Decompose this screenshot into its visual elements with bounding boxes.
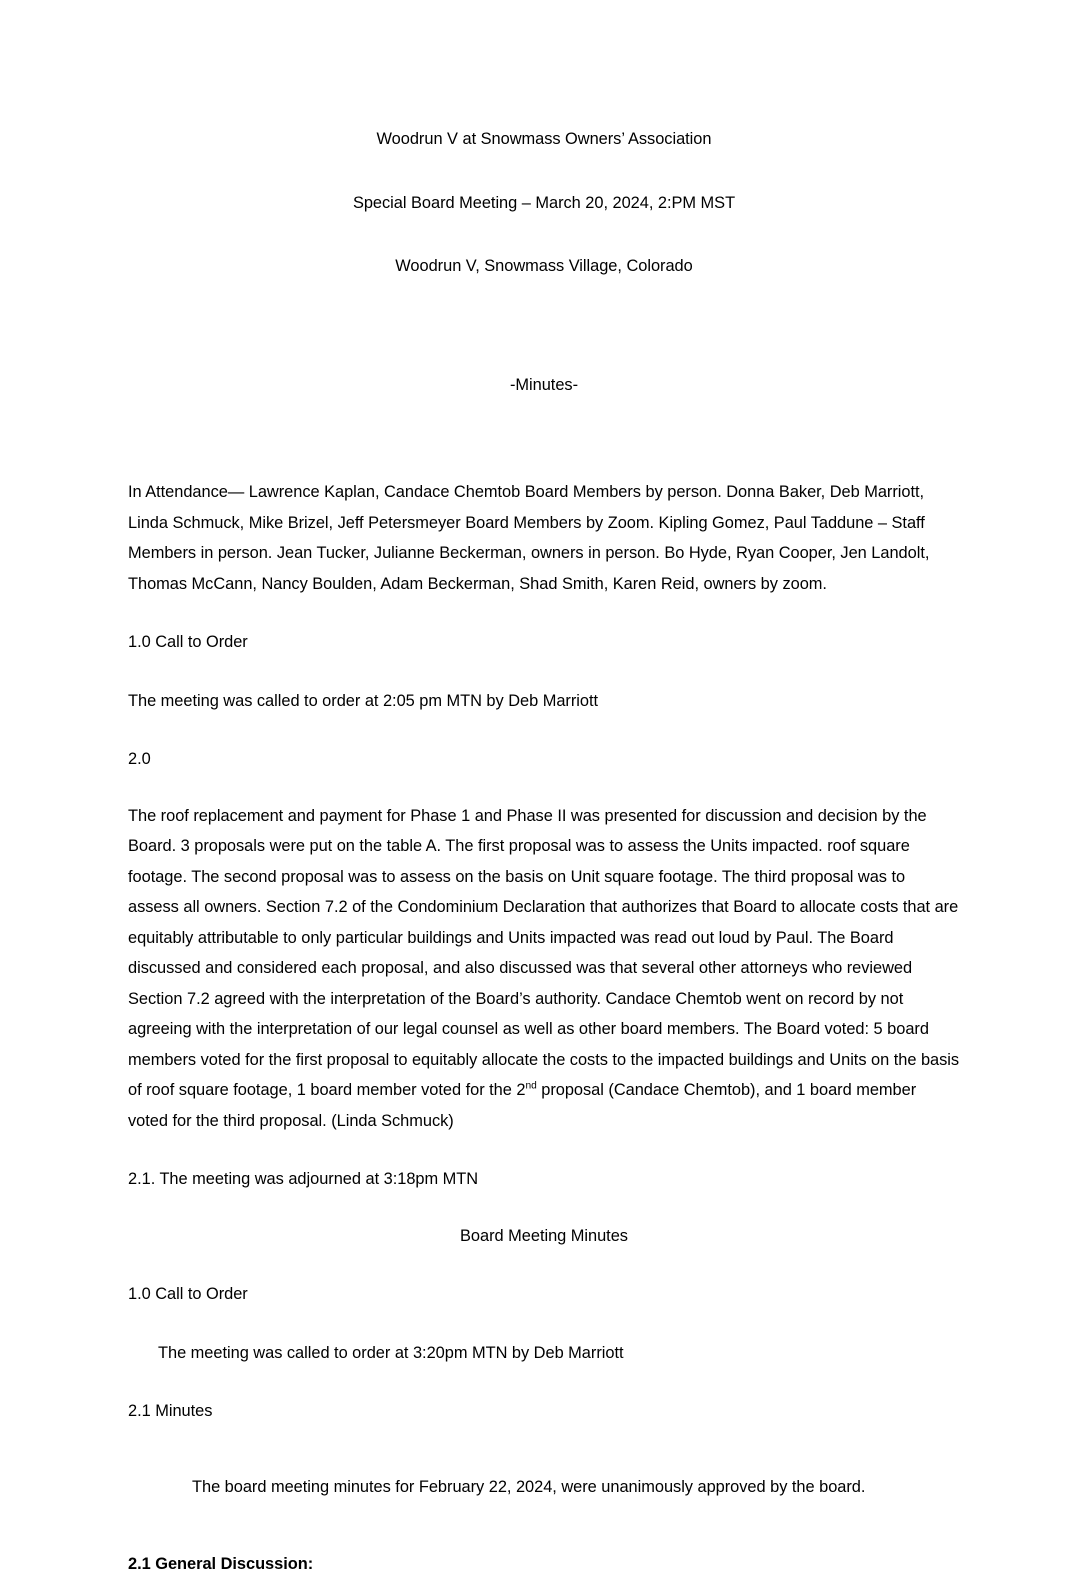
- board-section-2-1-minutes-heading: 2.1 Minutes: [128, 1402, 213, 1420]
- board-section-2-1-minutes-body: The board meeting minutes for February 22, 2024, were unanimously approved by the board.: [192, 1477, 866, 1496]
- document-content: [128, 0, 960, 1580]
- document-header: [128, 0, 960, 400]
- special-section-1-0-body: The meeting was called to order at 2:05 pm MTN by Deb Marriott: [128, 691, 599, 710]
- header-meeting-type-date: Special Board Meeting – March 20, 2024, 2:PM MST: [352, 193, 736, 212]
- attendance-paragraph: In Attendance— Lawrence Kaplan, Candace Chemtob Board Members by person. Donna Baker, Deb Marriott, Linda Schmuck, Mike Brizel, Jeff Petersmeyer Board Members by Zoom. Kipling Gomez, Paul Taddune – Staff Members in person. Jean Tucker, Julianne Beckerman, owners in person. Bo Hyde, Ryan Cooper, Jen Landolt, Thomas McCann, Nancy Boulden, Adam Beckerman, Shad Smith, Karen Reid, owners by zoom.: [128, 483, 930, 593]
- board-section-1-0-body: The meeting was called to order at 3:20pm MTN by Deb Marriott: [158, 1343, 624, 1362]
- header-location: Woodrun V, Snowmass Village, Colorado: [395, 257, 693, 275]
- ordinal-suffix-superscript: nd: [525, 1080, 537, 1092]
- board-meeting-minutes-heading: Board Meeting Minutes: [460, 1226, 628, 1245]
- header-minutes-label: -Minutes-: [509, 375, 579, 394]
- special-section-2-1-adjourned: 2.1. The meeting was adjourned at 3:18pm MTN: [128, 1170, 479, 1188]
- special-section-2-0-heading: 2.0: [128, 750, 151, 768]
- special-section-2-0-body: [128, 775, 960, 1137]
- board-section-2-1-general-discussion-heading: 2.1 General Discussion:: [128, 1555, 314, 1573]
- section-2-0-text-part-1: The roof replacement and payment for Phase 1 and Phase II was presented for discussion and decision by the Board. 3 proposals were put on the table A. The first proposal was to assess the Units impacted. roof square footage. The second proposal was to assess on the basis on Unit square footage. The third proposal was to assess all owners. Section 7.2 of the Condominium Declaration that authorizes that Board to allocate costs that are equitably attributable to only particular buildings and Units impacted was read out loud by Paul. The Board discussed and considered each proposal, and also discussed was that several other attorneys who reviewed Section 7.2 agreed with the interpretation of the Board’s authority. Candace Chemtob went on record by not agreeing with the interpretation of our legal counsel as well as other board members. The Board voted: 5 board members voted for the first proposal to equitably allocate the costs to the impacted buildings and Units on the basis of roof square footage, 1 board member voted for the 2: [128, 806, 960, 1099]
- section-2-0-text-part-2: proposal (Candace Chemtob), and 1 board member voted for the third proposal. (Linda Schmuck): [128, 1081, 917, 1130]
- header-association-name: Woodrun V at Snowmass Owners’ Association: [376, 130, 712, 148]
- board-section-1-0-heading: 1.0 Call to Order: [128, 1285, 248, 1303]
- special-section-1-0-heading: 1.0 Call to Order: [128, 633, 248, 651]
